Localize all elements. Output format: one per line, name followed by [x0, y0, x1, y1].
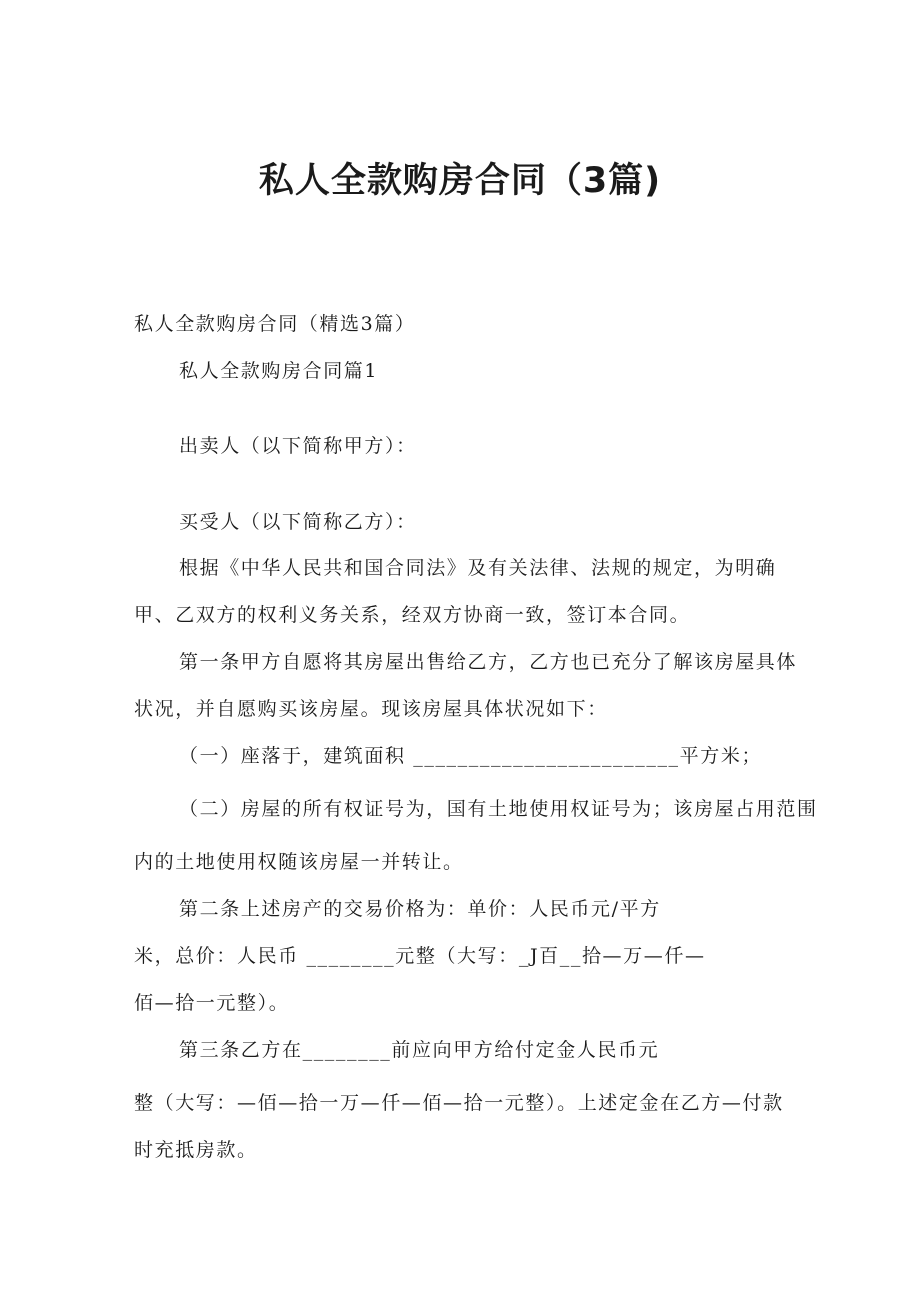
paragraph-line: （一）座落于，建筑面积 ________________________平方米；: [179, 745, 763, 767]
paragraph-line: 内的土地使用权随该房屋一并转让。: [134, 851, 464, 873]
paragraph-line: 米，总价：人民币 ________元整（大写：_J百__拾—万—仟—: [134, 945, 706, 967]
paragraph-line: 时充抵房款。: [134, 1139, 258, 1161]
paragraph-line: 第二条上述房产的交易价格为：单价：人民币元/平方: [179, 898, 661, 920]
paragraph-line: 甲、乙双方的权利义务关系，经双方协商一致，签订本合同。: [134, 604, 691, 626]
document-subtitle: 私人全款购房合同（精选3篇）: [134, 313, 416, 335]
paragraph-line: 整（大写：—佰—拾一万—仟—佰—拾一元整）。上述定金在乙方—付款: [134, 1092, 784, 1114]
paragraph-line: 状况，并自愿购买该房屋。现该房屋具体状况如下：: [134, 698, 608, 720]
section-heading: 私人全款购房合同篇1: [179, 360, 379, 382]
paragraph-line: 佰—拾一元整）。: [134, 992, 290, 1014]
paragraph-line: 第一条甲方自愿将其房屋出售给乙方，乙方也已充分了解该房屋具体: [179, 651, 798, 673]
paragraph-line-seller: 出卖人（以下简称甲方）：: [179, 435, 417, 457]
paragraph-line: （二）房屋的所有权证号为，国有土地使用权证号为；该房屋占用范围: [179, 798, 818, 820]
document-title: 私人全款购房合同（3篇): [258, 161, 662, 201]
paragraph-line: 根据《中华人民共和国合同法》及有关法律、法规的规定，为明确: [179, 557, 777, 579]
paragraph-line-buyer: 买受人（以下简称乙方）：: [179, 511, 417, 533]
paragraph-line: 第三条乙方在________前应向甲方给付定金人民币元: [179, 1039, 660, 1061]
